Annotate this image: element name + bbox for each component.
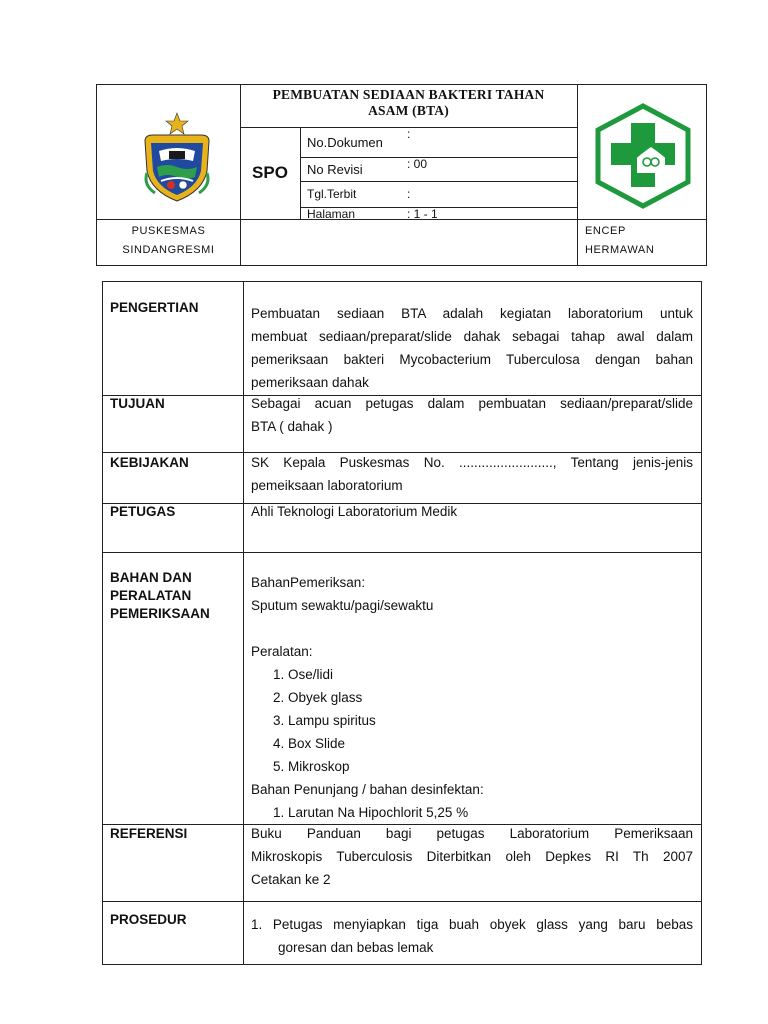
section-text-petugas: Ahli Teknologi Laboratorium Medik	[251, 504, 458, 519]
document-header	[96, 84, 707, 266]
doc-number-value: :	[407, 127, 411, 141]
procedure-table	[102, 281, 702, 965]
section-label-pengertian: PENGERTIAN	[110, 300, 199, 315]
revision-label: No Revisi	[307, 162, 363, 177]
list-item: 1. Ose/lidi	[273, 667, 334, 682]
text-line: Mikroskopis Tuberculosis Diterbitkan oleh Depkes RI Th 2007	[251, 849, 693, 864]
regional-emblem-logo	[141, 111, 213, 203]
section-label-referensi: REFERENSI	[110, 826, 188, 841]
section-label-prosedur: PROSEDUR	[110, 912, 187, 927]
peralatan-title: Peralatan:	[251, 644, 313, 659]
text-line: pemeriksaan dahak	[251, 375, 369, 390]
text-line: Buku Panduan bagi petugas Laboratorium Pemeriksaan	[251, 826, 693, 841]
procedure-step: 1. Petugas menyiapkan tiga buah obyek glass yang baru bebas	[251, 917, 693, 932]
text-line: SK Kepala Puskesmas No. ........................., Tentang jenis-jenis	[251, 455, 693, 470]
list-item: 1. Larutan Na Hipochlorit 5,25 %	[273, 805, 469, 820]
section-label-kebijakan: KEBIJAKAN	[110, 455, 189, 470]
revision-value: : 00	[407, 157, 428, 171]
text-line: pemeriksaan bakteri Mycobacterium Tuberculosa dengan bahan	[251, 352, 693, 367]
signatory-line-1: ENCEP	[585, 225, 626, 237]
section-text-pengertian	[251, 302, 693, 394]
document-title	[240, 85, 577, 129]
text-line: pemeiksaan laboratorium	[251, 478, 403, 493]
text-line: Sebagai acuan petugas dalam pembuatan sediaan/preparat/slide	[251, 396, 693, 411]
text-line: membuat sediaan/preparat/slide dahak sebagai tahap awal dalam	[251, 329, 693, 344]
penunjang-title: Bahan Penunjang / bahan desinfektan:	[251, 782, 484, 797]
list-item: 4. Box Slide	[273, 736, 346, 751]
section-label-petugas: PETUGAS	[110, 504, 176, 519]
bahan-title: BahanPemeriksan:	[251, 575, 366, 590]
issue-date-value: :	[407, 187, 411, 201]
organization-line-2: SINDANGRESMI	[122, 244, 215, 256]
text-line: BTA ( dahak )	[251, 419, 333, 434]
organization-line-1: PUSKESMAS	[131, 225, 206, 237]
section-text-referensi	[251, 822, 693, 891]
organization-name	[97, 222, 240, 260]
section-content-bahan	[251, 571, 484, 824]
list-item: 5. Mikroskop	[273, 759, 350, 774]
doc-number-label: No.Dokumen	[307, 135, 383, 150]
issue-date-label: Tgl.Terbit	[307, 187, 357, 201]
section-text-tujuan	[251, 392, 693, 438]
page-value: : 1 - 1	[407, 207, 438, 221]
section-text-kebijakan	[251, 451, 693, 497]
text-line: Cetakan ke 2	[251, 872, 331, 887]
list-item: 3. Lampu spiritus	[273, 713, 376, 728]
signatory-line-2: HERMAWAN	[585, 244, 655, 256]
page-label: Halaman	[307, 207, 356, 221]
health-cross-logo	[591, 103, 695, 209]
title-line-2: ASAM (BTA)	[368, 103, 449, 118]
section-label-tujuan: TUJUAN	[110, 396, 165, 411]
procedure-step-continued: goresan dan bebas lemak	[278, 940, 434, 955]
bahan-text: Sputum sewaktu/pagi/sewaktu	[251, 598, 434, 613]
section-label-bahan	[110, 569, 210, 623]
signatory-name	[585, 222, 654, 260]
title-line-1: PEMBUATAN SEDIAAN BAKTERI TAHAN	[272, 87, 545, 102]
text-line: Pembuatan sediaan BTA adalah kegiatan laboratorium untuk	[251, 306, 693, 321]
section-text-prosedur	[251, 913, 693, 959]
label-line: PEMERIKSAAN	[110, 606, 210, 621]
spo-label: SPO	[252, 163, 288, 182]
label-line: PERALATAN	[110, 588, 192, 603]
label-line: BAHAN DAN	[110, 570, 192, 585]
list-item: 2. Obyek glass	[273, 690, 363, 705]
